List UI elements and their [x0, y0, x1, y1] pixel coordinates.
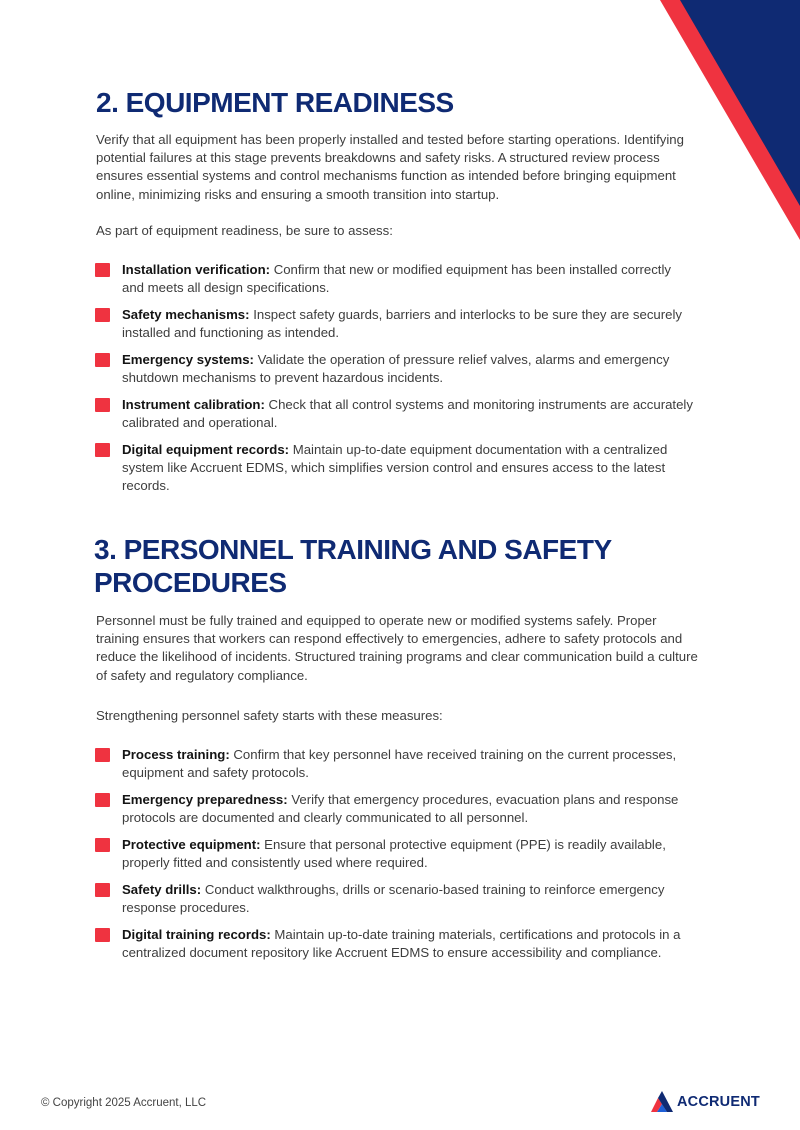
- section-2-intro: Verify that all equipment has been properly installed and tested before starting operations. Identifying potential failures at this stage prevents breakdowns and safety risks. A structured review process ensures essential systems and control mechanisms function as intended before bringing equipment online, minimizing risks and ensuring a smooth transition into startup.: [96, 132, 684, 202]
- item-text: Inspect safety guards, barriers and interlocks to be sure they are securely installed and functioning as intended.: [122, 306, 683, 341]
- bullet-square-icon: [95, 308, 110, 322]
- footer-copyright: © Copyright 2025 Accruent, LLC: [41, 1097, 207, 1109]
- list-item: [95, 791, 695, 827]
- list-item: [95, 926, 695, 962]
- list-item: [95, 396, 695, 432]
- bullet-square-icon: [95, 883, 110, 897]
- logo-wordmark: ACCRUENT: [677, 1094, 760, 1110]
- bullet-square-icon: [95, 443, 110, 457]
- section-3-lead: Strengthening personnel safety starts with these measures:: [96, 708, 443, 723]
- item-term: Emergency systems:: [122, 351, 254, 367]
- equipment-checklist: [95, 261, 695, 504]
- bullet-square-icon: [95, 263, 110, 277]
- bullet-square-icon: [95, 793, 110, 807]
- item-term: Process training:: [122, 747, 230, 762]
- list-item: [95, 351, 695, 387]
- item-term: Emergency preparedness:: [122, 791, 288, 807]
- item-text: Maintain up-to-date training materials, certifications and protocols in a centralized document repository like Accruent EDMS to ensure accessibility and compliance.: [122, 926, 681, 960]
- bullet-square-icon: [95, 353, 110, 367]
- item-text: Verify that emergency procedures, evacuation plans and response protocols are documented and clearly communicated to all personnel.: [122, 791, 679, 826]
- item-text: Ensure that personal protective equipment (PPE) is readily available, properly fitted and consistently used where required.: [122, 836, 666, 871]
- section-2-title: 2. EQUIPMENT READINESS: [96, 87, 454, 118]
- item-term: Digital equipment records:: [122, 441, 290, 457]
- item-term: Digital training records:: [122, 926, 271, 942]
- section-3-intro: Personnel must be fully trained and equipped to operate new or modified systems safely. Proper training ensures that workers can respond effectively to emergencies, adhere to safety protocols and reduce the likelihood of incidents. Structured training programs and clear communication build a culture of safety and regulatory compliance.: [96, 613, 698, 683]
- personnel-checklist: [95, 746, 695, 971]
- corner-decoration: [660, 0, 800, 240]
- bullet-square-icon: [95, 838, 110, 852]
- item-term: Protective equipment:: [122, 836, 261, 852]
- item-term: Safety mechanisms:: [122, 306, 250, 322]
- list-item: [95, 441, 695, 496]
- list-item: [95, 261, 695, 297]
- item-term: Safety drills:: [122, 881, 202, 897]
- bullet-square-icon: [95, 748, 110, 762]
- list-item: [95, 881, 695, 917]
- list-item: [95, 746, 695, 782]
- accruent-logo-icon: [650, 1091, 674, 1113]
- list-item: [95, 306, 695, 342]
- accruent-logo: [650, 1089, 760, 1115]
- item-text: Confirm that new or modified equipment has been installed correctly and meets all design specifications.: [122, 262, 671, 296]
- section-2-lead: As part of equipment readiness, be sure to assess:: [96, 223, 393, 238]
- section-3-title: 3. PERSONNEL TRAINING AND SAFETY PROCEDURES: [94, 534, 612, 598]
- item-term: Installation verification:: [122, 262, 271, 277]
- item-term: Instrument calibration:: [122, 396, 265, 412]
- list-item: [95, 836, 695, 872]
- item-text: Confirm that key personnel have received training on the current processes, equipment and safety protocols.: [122, 747, 677, 781]
- bullet-square-icon: [95, 928, 110, 942]
- item-text: Maintain up-to-date equipment documentation with a centralized system like Accruent EDMS, which simplifies version control and ensures access to the latest records.: [122, 441, 668, 494]
- item-text: Validate the operation of pressure relief valves, alarms and emergency shutdown mechanisms to prevent hazardous incidents.: [122, 351, 670, 386]
- item-text: Conduct walkthroughs, drills or scenario-based training to reinforce emergency response procedures.: [122, 881, 665, 915]
- item-text: Check that all control systems and monitoring instruments are accurately calibrated and operational.: [122, 396, 693, 430]
- bullet-square-icon: [95, 398, 110, 412]
